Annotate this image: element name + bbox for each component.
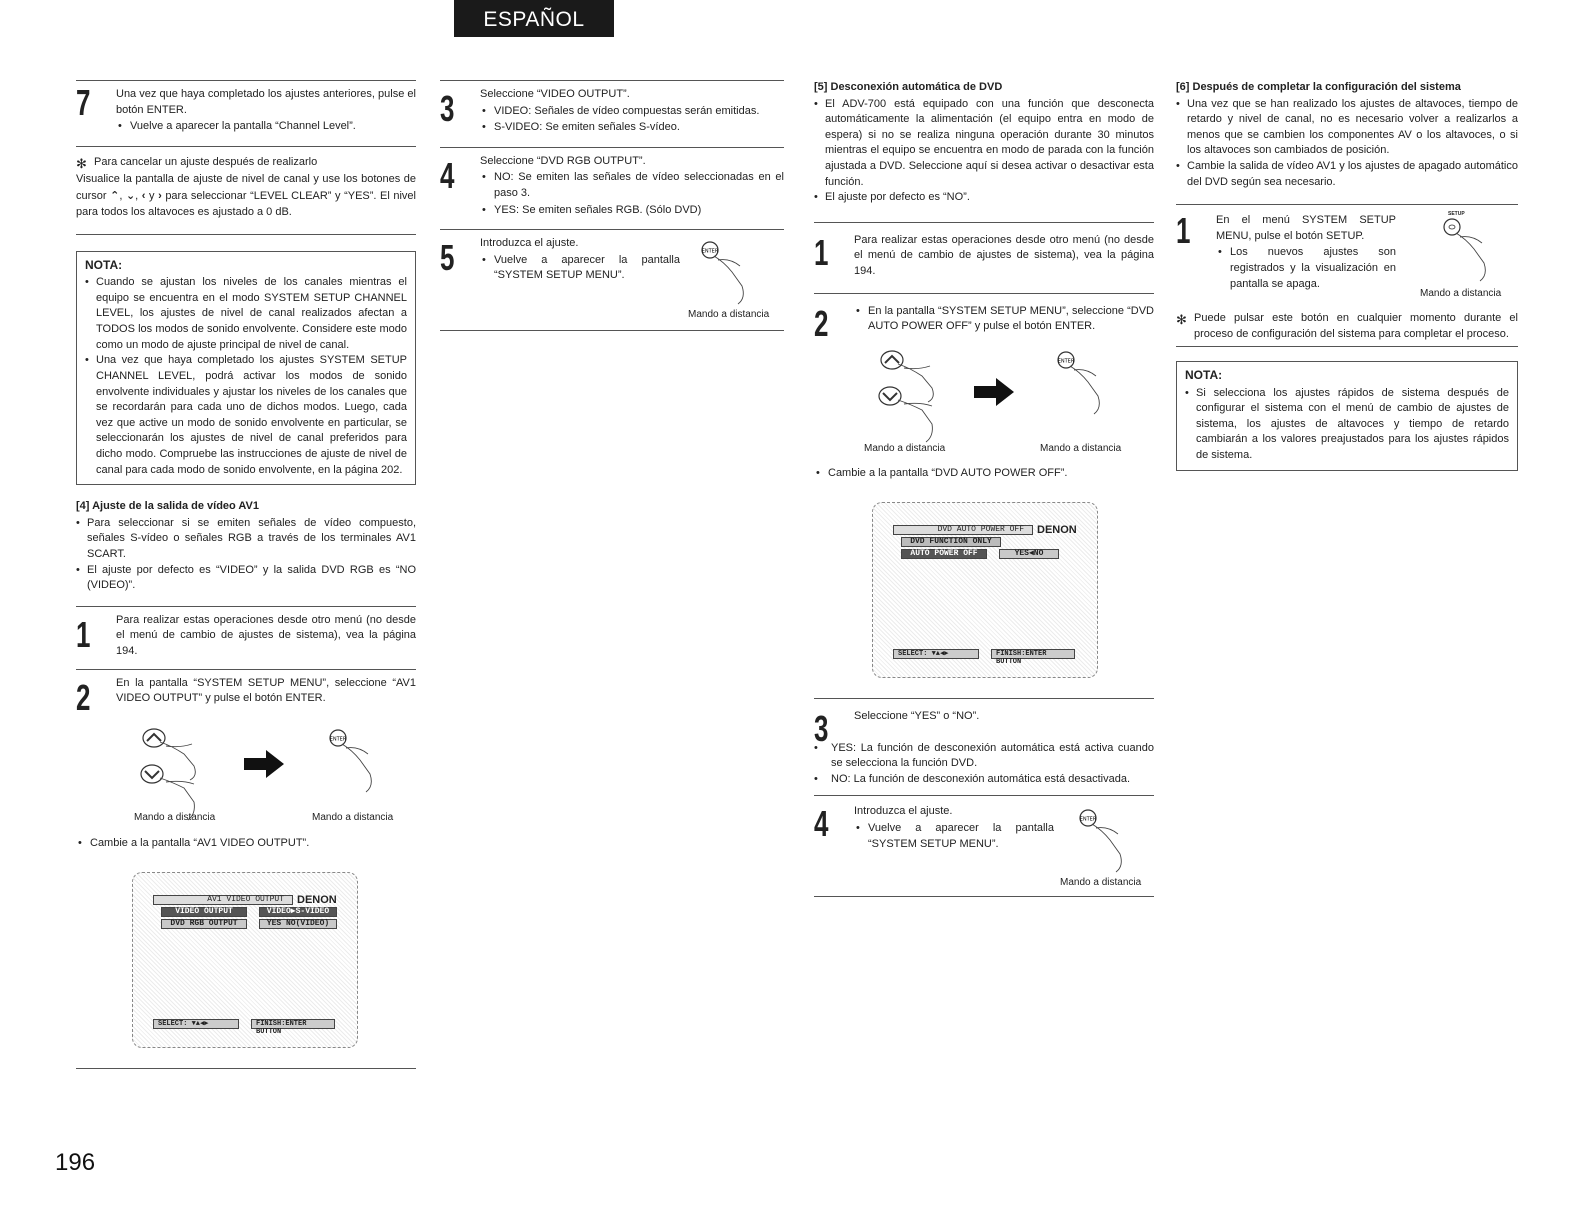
step-4 [814,796,1154,896]
section-6 [1176,80,1518,190]
step-1 [1176,205,1518,305]
step-number: 1 [814,231,829,273]
step-7 [76,81,416,146]
step-text: En la pantalla “SYSTEM SETUP MENU”, seleccione “AV1 VIDEO OUTPUT” y pulse el botón ENTER. [116,676,416,705]
cursor-down-icon: ⌄ [125,189,136,202]
step-text: Una vez que haya completado los ajustes anteriores, pulse el botón ENTER. [116,88,416,116]
step-bullet: • NO: Se emiten las señales de vídeo seleccionadas en el paso 3. [480,170,784,201]
nota-title: NOTA: [85,258,123,273]
remote-caption: Mando a distancia [864,442,946,454]
remote-enter-icon [1076,808,1142,878]
step-text: Introduzca el ajuste. [480,237,579,250]
remote-enter-icon [326,728,396,808]
cursor-right-icon: › [158,189,162,202]
osd-row-label: AUTO POWER OFF [901,549,987,559]
remote-caption: Mando a distancia [134,811,216,823]
section-bullet: • El ajuste por defecto es “NO”. [814,190,1154,206]
cancel-note-title: Para cancelar un ajuste después de realizarlo [94,155,318,168]
step-text: Para realizar estas operaciones desde otro menú (no desde el menú de cambio de ajustes de sistema), vea la página 194. [116,613,416,658]
step-4 [440,148,784,229]
step-bullet: • Vuelve a aparecer la pantalla “SYSTEM SETUP MENU”. [480,253,680,284]
section-bullet: • El ajuste por defecto es “VIDEO” y la salida DVD RGB es “NO (VIDEO)”. [76,563,416,594]
osd-row-value: VIDEO▶S-VIDEO [259,907,337,917]
section-title: [5] Desconexión automática de DVD [814,81,1003,93]
step-number: 2 [76,676,91,718]
remote-caption: Mando a distancia [312,811,394,823]
step-5 [440,230,784,330]
step-bullet: • Los nuevos ajustes son registrados y la visualización en pantalla se apaga. [1216,245,1396,292]
nota-item: • Cuando se ajustan los niveles de los canales mientras el equipo se encuentra en el modo SYSTEM SETUP CHANNEL LEVEL, los ajustes de nivel de canal realizados afectan a TODOS los modos de sonido envolvente. Considere este modo como un modo de ajuste principal de nivel de canal. [85,275,407,353]
remote-caption: Mando a distancia [1060,877,1142,889]
enter-label: ENTER [1057,358,1075,365]
nota-item: • Si selecciona los ajustes rápidos de sistema después de configurar el sistema con el menú de cambio de ajustes de sistema, los ajustes de altavoces y tiempo de retardo cambiarán a los valores preajustados para los ajustes rápidos de sistema. [1185,386,1509,464]
step-number: 4 [814,803,829,845]
step-number: 2 [814,302,829,344]
after-remote-text: • Cambie a la pantalla “AV1 VIDEO OUTPUT”. [76,836,416,852]
nota-box [76,251,416,485]
step-bullet: • En la pantalla “SYSTEM SETUP MENU”, seleccione “DVD AUTO POWER OFF” y pulse el botón ENTER. [854,304,1154,335]
cursor-up-icon: ⌃ [110,189,120,202]
step-2 [76,670,416,716]
remote-caption: Mando a distancia [1420,288,1502,300]
remote-caption: Mando a distancia [1040,442,1122,454]
enter-label: ENTER [329,736,347,743]
osd-row-label: DVD RGB OUTPUT [161,919,247,929]
cursor-left-icon: ‹ [141,189,146,202]
osd-row-label: VIDEO OUTPUT [161,907,247,917]
section-4 [76,499,416,594]
page-number: 196 [55,1149,96,1176]
osd-brand: DENON [297,893,337,906]
cancel-note [76,155,416,171]
step-number: 3 [440,88,455,129]
remote-up-down-icon [132,724,232,824]
nota-box [1176,361,1518,470]
step-number: 1 [1176,210,1191,252]
step-text: Para realizar estas operaciones desde otro menú (no desde el menú de cambio de ajustes de sistema), vea la página 194. [854,233,1154,278]
osd-footer-finish: FINISH:ENTER BUTTON [991,649,1075,659]
section-bullet: • Una vez que se han realizado los ajustes de altavoces, tiempo de retardo y nivel de canal, no es necesario volver a realizarlos a menos que se cambien los componentes AV o los altavoces, o si los altavoces son cambiados de posición. [1176,97,1518,159]
step-text: Seleccione “YES” o “NO”. [854,709,980,722]
osd-title: AV1 VIDEO OUTPUT [153,895,293,905]
osd-row-value: YES◀NO [999,549,1059,559]
star-note-text: Puede pulsar este botón en cualquier momento durante el proceso de configuración del sistema para completar el proceso. [1194,312,1518,340]
option-item: • YES: La función de desconexión automática está activa cuando se selecciona la función DVD. [814,741,1154,772]
column-2 [440,80,784,331]
asterisk-icon: ✻ [76,155,87,171]
section-bullet: • Para seleccionar si se emiten señales de vídeo compuesto, señales S-vídeo o señales RGB a través de los terminales AV1 SCART. [76,516,416,563]
setup-label: SETUP [1448,211,1465,218]
step-1 [814,223,1154,289]
osd-screen [132,872,358,1048]
osd-title: DVD AUTO POWER OFF [893,525,1033,535]
step-bullet: • YES: Se emiten señales RGB. (Sólo DVD) [480,203,784,219]
remote-caption: Mando a distancia [688,309,770,321]
step-2 [814,294,1154,344]
osd-row-value: YES NO(VIDEO) [259,919,337,929]
step-number: 7 [76,82,91,123]
nota-item: • Una vez que haya completado los ajustes SYSTEM SETUP CHANNEL LEVEL, podrá activar los modos de sonido envolvente individuales y ajustar los niveles de los canales que se recordarán para cada uno de dichos modos. Luego, cada vez que active un modo de sonido envolvente en particular, se seleccionarán los ajustes de nivel de canal preferidos para dicho modo. Compruebe las instrucciones de ajuste de nivel de canal para cada modo de sonido envolvente, en la página 202. [85,353,407,478]
section-title: [4] Ajuste de la salida de vídeo AV1 [76,500,259,513]
step-3 [440,81,784,147]
section-bullet: • Cambie la salida de vídeo AV1 y los ajustes de apagado automático del DVD según sea necesario. [1176,159,1518,190]
remote-setup-icon [1440,217,1506,287]
step-text: En el menú SYSTEM SETUP MENU, pulse el botón SETUP. [1216,214,1396,242]
asterisk-icon: ✻ [1176,312,1187,328]
step-number: 3 [814,707,829,749]
arrow-right-icon [244,750,284,778]
step-text: Seleccione “DVD RGB OUTPUT”. [480,154,646,167]
step-number: 4 [440,154,455,196]
step-bullet: • S-VIDEO: Se emiten señales S-vídeo. [480,120,784,136]
step-bullet: • Vuelve a aparecer la pantalla “SYSTEM SETUP MENU”. [854,821,1054,852]
column-4 [1176,80,1518,471]
remote-illustration [814,344,1154,484]
step-text: Seleccione “VIDEO OUTPUT”. [480,88,630,100]
osd-footer-select: SELECT: ▼▲◀▶ [893,649,979,659]
section-title: [6] Después de completar la configuración del sistema [1176,81,1461,93]
step-1 [76,607,416,669]
arrow-right-icon [974,378,1014,406]
star-note [1176,311,1518,342]
column-1 [76,80,416,1069]
cancel-note-text: Visualice la pantalla de ajuste de nivel de canal y use los botones de cursor ⌃, ⌄, ‹ y › para seleccionar “LEVEL CLEAR” y “YES”. El nivel para todos los altavoces es ajustado a 0 dB. [76,173,416,218]
osd-brand: DENON [1037,523,1077,536]
remote-enter-icon [698,240,764,310]
step-number: 1 [76,613,91,655]
after-remote-text: • Cambie a la pantalla “DVD AUTO POWER OFF”. [814,466,1154,482]
step-bullet: • Vuelve a aparecer la pantalla “Channel Level”. [116,119,416,135]
osd-footer-finish: FINISH:ENTER BUTTON [251,1019,335,1029]
section-bullet: • El ADV-700 está equipado con una función que desconecta automáticamente la alimentación (el equipo entra en modo de espera) si no se realiza ninguna operación durante 30 minutos mientras el equipo se encuentra en modo de parada con la función ajustada a DVD. Seleccione aquí si desea activar o desactivar esta función. [814,97,1154,191]
remote-up-down-icon [870,346,970,446]
step-number: 5 [440,237,455,279]
step-3 [814,699,1154,749]
enter-label: ENTER [1079,816,1097,823]
option-item: • NO: La función de desconexión automática está desactivada. [814,772,1154,788]
section-5 [814,80,1154,206]
step-bullet: • VIDEO: Señales de vídeo compuestas serán emitidas. [480,104,784,120]
enter-label: ENTER [701,248,719,255]
language-tab: ESPAÑOL [454,0,614,37]
remote-enter-icon [1054,350,1124,430]
column-3 [814,80,1154,897]
nota-title: NOTA: [1185,368,1223,383]
osd-screen [872,502,1098,678]
step-text: Introduzca el ajuste. [854,805,953,818]
osd-row: DVD FUNCTION ONLY [901,537,1001,547]
osd-footer-select: SELECT: ▼▲◀▶ [153,1019,239,1029]
remote-illustration [76,716,416,856]
